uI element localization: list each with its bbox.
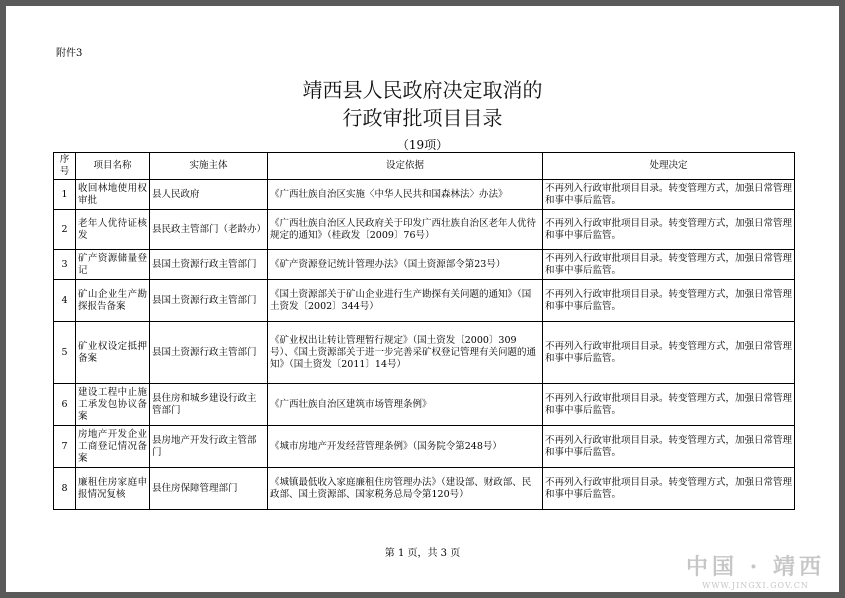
- row-no: 7: [54, 426, 76, 468]
- row-agency: 县房地产开发行政主管部门: [150, 426, 268, 468]
- page-number: 第 1 页，共 3 页: [384, 548, 461, 559]
- row-basis: 《矿产资源登记统计管理办法》（国土资源部令第23号）: [268, 250, 543, 280]
- row-item-name: 建设工程中止施工承发包协议备案: [76, 384, 150, 426]
- row-decision: 不再列入行政审批项目目录。转变管理方式，加强日常管理和事中事后监管。: [543, 250, 795, 280]
- row-basis: 《广西壮族自治区人民政府关于印发广西壮族自治区老年人优待规定的通知》（桂政发〔2009〕76号）: [268, 210, 543, 250]
- table-row: [54, 322, 795, 384]
- header-item-name: 项目名称: [76, 153, 150, 180]
- title-line-2: 行政审批项目目录: [342, 106, 503, 130]
- table-header-row: [54, 153, 795, 180]
- row-decision: 不再列入行政审批项目目录。转变管理方式，加强日常管理和事中事后监管。: [543, 384, 795, 426]
- row-item-name: 矿产资源储量登记: [76, 250, 150, 280]
- table-row: [54, 468, 795, 510]
- table-row: [54, 180, 795, 210]
- row-item-name: 矿业权设定抵押备案: [76, 322, 150, 384]
- header-agency: 实施主体: [150, 153, 268, 180]
- row-agency: 县住房保障管理部门: [150, 468, 268, 510]
- approval-items-table: [53, 152, 795, 510]
- row-agency: 县人民政府: [150, 180, 268, 210]
- header-decision: 处理决定: [543, 153, 795, 180]
- header-basis: 设定依据: [268, 153, 543, 180]
- table-row: [54, 210, 795, 250]
- table-row: [54, 384, 795, 426]
- row-item-name: 廉租住房家庭申报情况复核: [76, 468, 150, 510]
- row-no: 5: [54, 322, 76, 384]
- row-decision: 不再列入行政审批项目目录。转变管理方式，加强日常管理和事中事后监管。: [543, 426, 795, 468]
- row-basis: 《广西壮族自治区建筑市场管理条例》: [268, 384, 543, 426]
- table-row: [54, 426, 795, 468]
- row-decision: 不再列入行政审批项目目录。转变管理方式，加强日常管理和事中事后监管。: [543, 322, 795, 384]
- row-basis: 《城市房地产开发经营管理条例》（国务院令第248号）: [268, 426, 543, 468]
- row-agency: 县住房和城乡建设行政主管部门: [150, 384, 268, 426]
- row-no: 3: [54, 250, 76, 280]
- row-no: 6: [54, 384, 76, 426]
- table-row: [54, 280, 795, 322]
- row-item-name: 收回林地使用权审批: [76, 180, 150, 210]
- title-line-1: 靖西县人民政府决定取消的: [302, 78, 543, 102]
- row-no: 4: [54, 280, 76, 322]
- row-decision: 不再列入行政审批项目目录。转变管理方式，加强日常管理和事中事后监管。: [543, 210, 795, 250]
- row-agency: 县国土资源行政主管部门: [150, 250, 268, 280]
- row-item-name: 矿山企业生产勘探报告备案: [76, 280, 150, 322]
- annex-label: 附件3: [56, 48, 83, 59]
- site-watermark: [686, 550, 825, 590]
- watermark-url: WWW.JINGXI.GOV.CN: [702, 581, 809, 590]
- row-item-name: 老年人优待证核发: [76, 210, 150, 250]
- row-agency: 县民政主管部门（老龄办）: [150, 210, 268, 250]
- header-no: 序号: [54, 153, 76, 180]
- row-decision: 不再列入行政审批项目目录。转变管理方式，加强日常管理和事中事后监管。: [543, 468, 795, 510]
- item-count: （19项）: [396, 138, 449, 152]
- table-row: [54, 250, 795, 280]
- row-basis: 《广西壮族自治区实施〈中华人民共和国森林法〉办法》: [268, 180, 543, 210]
- row-agency: 县国土资源行政主管部门: [150, 280, 268, 322]
- row-agency: 县国土资源行政主管部门: [150, 322, 268, 384]
- row-basis: 《城镇最低收入家庭廉租住房管理办法》（建设部、财政部、民政部、国土资源部、国家税务总局令第120号）: [268, 468, 543, 510]
- row-basis: 《矿业权出让转让管理暂行规定》（国土资发〔2000〕309号）、《国土资源部关于进一步完善采矿权登记管理有关问题的通知》（国土资发〔2011〕14号）: [268, 322, 543, 384]
- row-no: 1: [54, 180, 76, 210]
- document-page: [6, 6, 839, 592]
- row-decision: 不再列入行政审批项目目录。转变管理方式，加强日常管理和事中事后监管。: [543, 180, 795, 210]
- row-basis: 《国土资源部关于矿山企业进行生产勘探有关问题的通知》（国土资发〔2002〕344号）: [268, 280, 543, 322]
- row-item-name: 房地产开发企业工商登记情况备案: [76, 426, 150, 468]
- watermark-text: 中国 · 靖西: [686, 554, 825, 580]
- row-no: 2: [54, 210, 76, 250]
- row-no: 8: [54, 468, 76, 510]
- row-decision: 不再列入行政审批项目目录。转变管理方式，加强日常管理和事中事后监管。: [543, 280, 795, 322]
